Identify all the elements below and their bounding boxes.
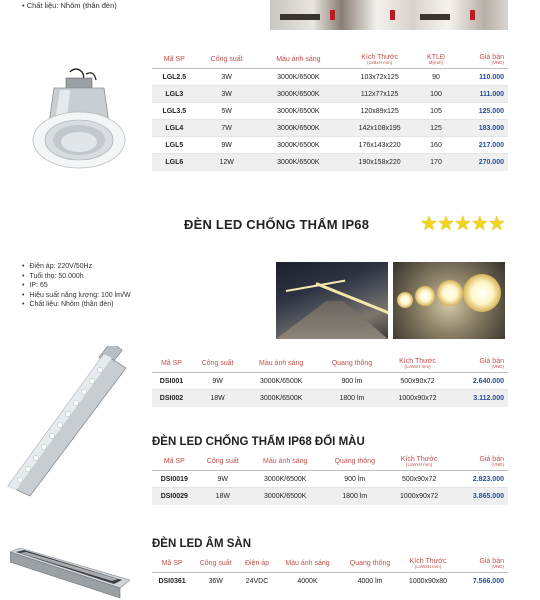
table-row xyxy=(152,390,508,407)
cell-lumen: 900 lm xyxy=(322,471,388,488)
cell-power: 9W xyxy=(197,471,249,488)
star-icon: ★ xyxy=(487,213,505,235)
cell-price: 217.000 xyxy=(453,137,508,154)
cell-size: 112x77x125 xyxy=(340,86,419,103)
cell-power: 12W xyxy=(197,154,257,171)
cell-color: 3000K/6500K xyxy=(257,154,340,171)
cell-color: 3000K/6500K xyxy=(257,103,340,120)
table-row xyxy=(152,573,508,590)
star-icon: ★ xyxy=(453,213,471,235)
spec-item: • Chất liệu: Nhôm (thân đèn) xyxy=(22,300,131,310)
col-header-code: Mã SP xyxy=(152,356,191,373)
cell-color: 3000K/6500K xyxy=(249,471,322,488)
waterproof-price-table xyxy=(152,356,508,407)
top-spec-bullet: • Chất liệu: Nhôm (thân đèn) xyxy=(22,1,117,10)
cell-price: 125.000 xyxy=(453,103,508,120)
cell-code: LGL6 xyxy=(152,154,197,171)
bridge-night-photo xyxy=(276,262,388,339)
cell-price: 110.000 xyxy=(453,69,508,86)
col-header-color: Màu ánh sáng xyxy=(257,52,340,69)
col-header-price: Giá bán (VNĐ) xyxy=(449,356,508,373)
cell-price: 7.566.000 xyxy=(456,573,508,590)
cell-power: 5W xyxy=(197,103,257,120)
downlight-product-image xyxy=(30,68,128,176)
cell-price: 2.640.000 xyxy=(449,373,508,390)
table-header-row xyxy=(152,556,508,573)
cell-size: 1000x90x72 xyxy=(386,390,450,407)
col-header-voltage: Điện áp xyxy=(239,556,275,573)
spec-item: • Tuổi thọ: 50.000h xyxy=(22,272,131,282)
spec-list xyxy=(22,262,131,310)
cell-lumen: 1800 lm xyxy=(318,390,386,407)
table-row xyxy=(152,154,508,171)
cell-code: DSI0029 xyxy=(152,488,197,505)
col-header-power: Công suất xyxy=(197,454,249,471)
cell-price: 111.000 xyxy=(453,86,508,103)
cell-size: 142x108x195 xyxy=(340,120,419,137)
cell-code: DSI0019 xyxy=(152,471,197,488)
cell-color: 3000K/6500K xyxy=(257,120,340,137)
spec-item: • IP: 65 xyxy=(22,281,131,291)
section-title-color-changing: ĐÈN LED CHỐNG THẤM IP68 ĐỔI MÀU xyxy=(152,436,365,448)
col-header-code: Mã SP xyxy=(152,556,192,573)
col-header-code: Mã SP xyxy=(152,52,197,69)
spec-item: • Hiệu suất năng lượng: 100 lm/W xyxy=(22,291,131,301)
showroom-photo xyxy=(270,0,508,30)
cell-power: 3W xyxy=(197,86,257,103)
inground-led-product-image xyxy=(10,548,130,600)
cell-size: 500x90x72 xyxy=(386,373,450,390)
cell-cutout: 90 xyxy=(419,69,453,86)
col-header-size: Kích Thước (LxWxH mm) xyxy=(400,556,456,573)
cell-power: 7W xyxy=(197,120,257,137)
col-header-power: Công suất xyxy=(191,356,244,373)
cell-cutout: 160 xyxy=(419,137,453,154)
cell-size: 120x89x125 xyxy=(340,103,419,120)
cell-color: 4000K xyxy=(275,573,340,590)
col-header-color: Màu ánh sáng xyxy=(249,454,322,471)
col-header-color: Màu ánh sáng xyxy=(275,556,340,573)
cell-cutout: 170 xyxy=(419,154,453,171)
cell-code: LGL2.5 xyxy=(152,69,197,86)
table-row xyxy=(152,69,508,86)
cell-color: 3000K/6500K xyxy=(249,488,322,505)
cell-size: 190x158x220 xyxy=(340,154,419,171)
cell-price: 3.865.000 xyxy=(450,488,508,505)
cell-code: LGL3 xyxy=(152,86,197,103)
inground-price-table xyxy=(152,556,508,590)
cell-color: 3000K/6500K xyxy=(257,86,340,103)
cell-size: 103x72x125 xyxy=(340,69,419,86)
table-row xyxy=(152,373,508,390)
star-icon: ★ xyxy=(436,213,454,235)
cell-cutout: 100 xyxy=(419,86,453,103)
col-header-power: Công suất xyxy=(192,556,239,573)
star-icon: ★ xyxy=(420,213,437,235)
col-header-lumen: Quang thông xyxy=(340,556,400,573)
cell-code: LGL4 xyxy=(152,120,197,137)
cell-color: 3000K/6500K xyxy=(244,390,318,407)
col-header-price: Giá bán (VNĐ) xyxy=(456,556,508,573)
cell-size: 1000x90x72 xyxy=(388,488,450,505)
cell-color: 3000K/6500K xyxy=(244,373,318,390)
cell-code: LGL3.5 xyxy=(152,103,197,120)
cell-price: 2.823.000 xyxy=(450,471,508,488)
table-row xyxy=(152,137,508,154)
cell-price: 270.000 xyxy=(453,154,508,171)
cell-power: 36W xyxy=(192,573,239,590)
star-icon: ★ xyxy=(470,213,488,235)
table-row xyxy=(152,471,508,488)
table-row xyxy=(152,120,508,137)
cell-color: 3000K/6500K xyxy=(257,69,340,86)
table-header-row xyxy=(152,454,508,471)
cell-lumen: 900 lm xyxy=(318,373,386,390)
col-header-cutout: KTLĐ Ø(mm) xyxy=(419,52,453,69)
linear-led-product-image xyxy=(0,346,140,506)
table-row xyxy=(152,488,508,505)
cell-power: 18W xyxy=(197,488,249,505)
rating-stars xyxy=(420,214,505,234)
col-header-lumen: Quang thông xyxy=(322,454,388,471)
cell-size: 1000x90x80 xyxy=(400,573,456,590)
cell-price: 183.000 xyxy=(453,120,508,137)
color-changing-price-table xyxy=(152,454,508,505)
spec-item: • Điện áp: 220V/50Hz xyxy=(22,262,131,272)
cell-color: 3000K/6500K xyxy=(257,137,340,154)
downlight-price-table xyxy=(152,52,508,171)
cell-power: 9W xyxy=(197,137,257,154)
col-header-price: Giá bán (VNĐ) xyxy=(453,52,508,69)
cell-cutout: 105 xyxy=(419,103,453,120)
col-header-size: Kích Thước (LxBxH mm) xyxy=(340,52,419,69)
section-title-waterproof: ĐÈN LED CHỐNG THẤM IP68 xyxy=(184,217,370,232)
cell-price: 3.112.000 xyxy=(449,390,508,407)
cell-code: DSI0361 xyxy=(152,573,192,590)
table-header-row xyxy=(152,356,508,373)
col-header-size: Kích Thước (LxWxH mm) xyxy=(388,454,450,471)
cell-size: 500x90x72 xyxy=(388,471,450,488)
cell-code: LGL5 xyxy=(152,137,197,154)
col-header-code: Mã SP xyxy=(152,454,197,471)
cell-power: 3W xyxy=(197,69,257,86)
wall-lights-photo xyxy=(393,262,505,339)
cell-voltage: 24VDC xyxy=(239,573,275,590)
col-header-price: Giá bán (VNĐ) xyxy=(450,454,508,471)
cell-lumen: 1800 lm xyxy=(322,488,388,505)
cell-code: DSI001 xyxy=(152,373,191,390)
col-header-power: Công suất xyxy=(197,52,257,69)
cell-lumen: 4000 lm xyxy=(340,573,400,590)
section-title-inground: ĐÈN LED ÂM SÀN xyxy=(152,538,252,550)
col-header-lumen: Quang thông xyxy=(318,356,386,373)
table-row xyxy=(152,103,508,120)
cell-code: DSI002 xyxy=(152,390,191,407)
col-header-size: Kích Thước (LxWxH mm) xyxy=(386,356,450,373)
cell-size: 176x143x220 xyxy=(340,137,419,154)
table-header-row xyxy=(152,52,508,69)
table-row xyxy=(152,86,508,103)
cell-cutout: 125 xyxy=(419,120,453,137)
col-header-color: Màu ánh sáng xyxy=(244,356,318,373)
cell-power: 9W xyxy=(191,373,244,390)
cell-power: 18W xyxy=(191,390,244,407)
